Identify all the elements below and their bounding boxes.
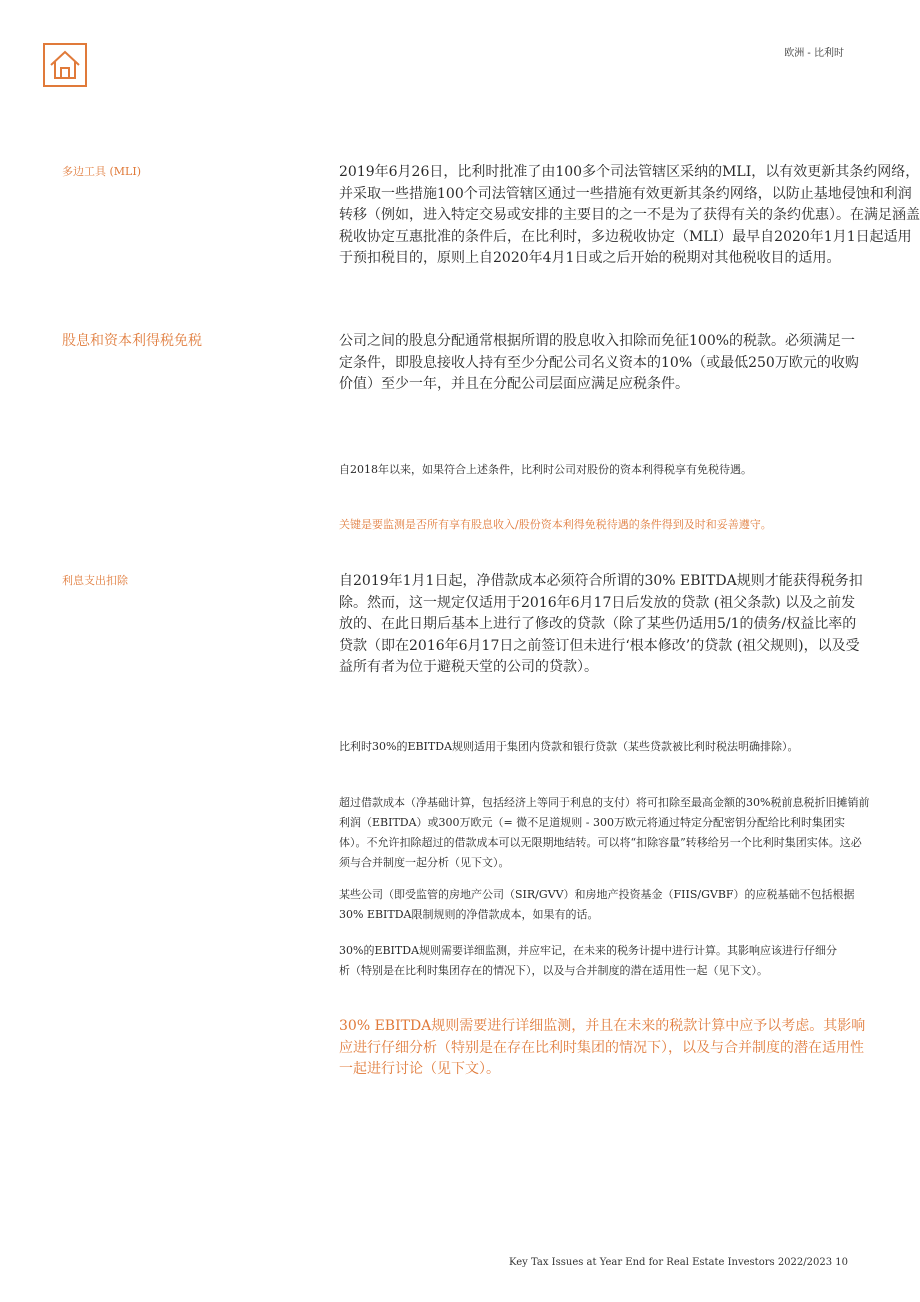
region-label: 欧洲 - 比利时 xyxy=(784,48,844,59)
home-icon xyxy=(43,43,87,87)
interest-text-1: 自2019年1月1日起，净借款成本必须符合所谓的30% EBITDA规则才能获得税务扣除。然而，这一规定仅适用于2016年6月17日后发放的贷款 (祖父条款) 以及之前发放的、在此日期后基本上进行了修改的贷款（除了某些仍适用5/1的债务/权益比率的贷款（即在2016年6月17日之前签订但未进行‘根本修改’的贷款 (祖父规则)，以及受益所有者为位于避税天堂的公司的贷款）。 xyxy=(339,573,863,675)
mli-text xyxy=(339,162,920,270)
interest-text-3: 超过借款成本（净基础计算，包括经济上等同于利息的支付）将可扣除至最高金额的30%税前息税折旧摊销前利润（EBITDA）或300万欧元（= 微不足道规则 - 300万欧元将通过特定分配密钥分配给比利时集团实体）。不允许扣除超过的借款成本可以无限期地结转。可以将“扣除容量”转移给另一个比利时集团实体。这必须与合并制度一起分析（见下文）。 xyxy=(339,796,870,869)
mli-paragraph: 2019年6月26日，比利时批准了由100多个司法管辖区采纳的MLI，以有效更新其条约网络，并采取一些措施100个司法管辖区通过一些措施有效更新其条约网络，以防止基地侵蚀和利润转移（例如，进入特定交易或安排的主要目的之一不是为了获得有关的条约优惠）。在满足涵盖税收协定互惠批准的条件后，在比利时，多边税收协定（MLI）最早自2020年1月1日起适用于预扣税目的，原则上自2020年4月1日或之后开始的税期对其他税收目的适用。 xyxy=(339,164,920,266)
footer-text: Key Tax Issues at Year End for Real Estate Investors 2022/2023 10 xyxy=(509,1257,848,1268)
dividend-note: 关键是要监测是否所有享有股息收入/股份资本利得免税待遇的条件得到及时和妥善遵守。 xyxy=(339,518,772,531)
dividend-text-2: 自2018年以来，如果符合上述条件，比利时公司对股份的资本利得税享有免税待遇。 xyxy=(339,463,752,476)
dividend-text-1: 公司之间的股息分配通常根据所谓的股息收入扣除而免征100%的税款。必须满足一定条件，即股息接收人持有至少分配公司名义资本的10%（或最低250万欧元的收购价值）至少一年，并且在分配公司层面应满足应税条件。 xyxy=(339,333,859,392)
section-label-mli: 多边工具 (MLI) xyxy=(62,165,141,178)
interest-text-4: 某些公司（即受监管的房地产公司（SIR/GVV）和房地产投资基金（FIIS/GVBF）的应税基础不包括根据30% EBITDA限制规则的净借款成本，如果有的话。 xyxy=(339,888,855,921)
interest-text-5: 30%的EBITDA规则需要详细监测，并应牢记，在未来的税务计提中进行计算。其影响应该进行仔细分析（特别是在比利时集团存在的情况下），以及与合并制度的潜在适用性一起（见下文）。 xyxy=(339,944,838,977)
interest-note: 30% EBITDA规则需要进行详细监测，并且在未来的税款计算中应予以考虑。其影响应进行仔细分析（特别是在存在比利时集团的情况下），以及与合并制度的潜在适用性一起进行讨论（见下文）。 xyxy=(339,1018,866,1077)
section-label-dividend: 股息和资本利得税免税 xyxy=(62,333,202,349)
interest-text-2: 比利时30%的EBITDA规则适用于集团内贷款和银行贷款（某些贷款被比利时税法明确排除）。 xyxy=(339,740,799,753)
section-label-interest: 利息支出扣除 xyxy=(62,574,128,587)
